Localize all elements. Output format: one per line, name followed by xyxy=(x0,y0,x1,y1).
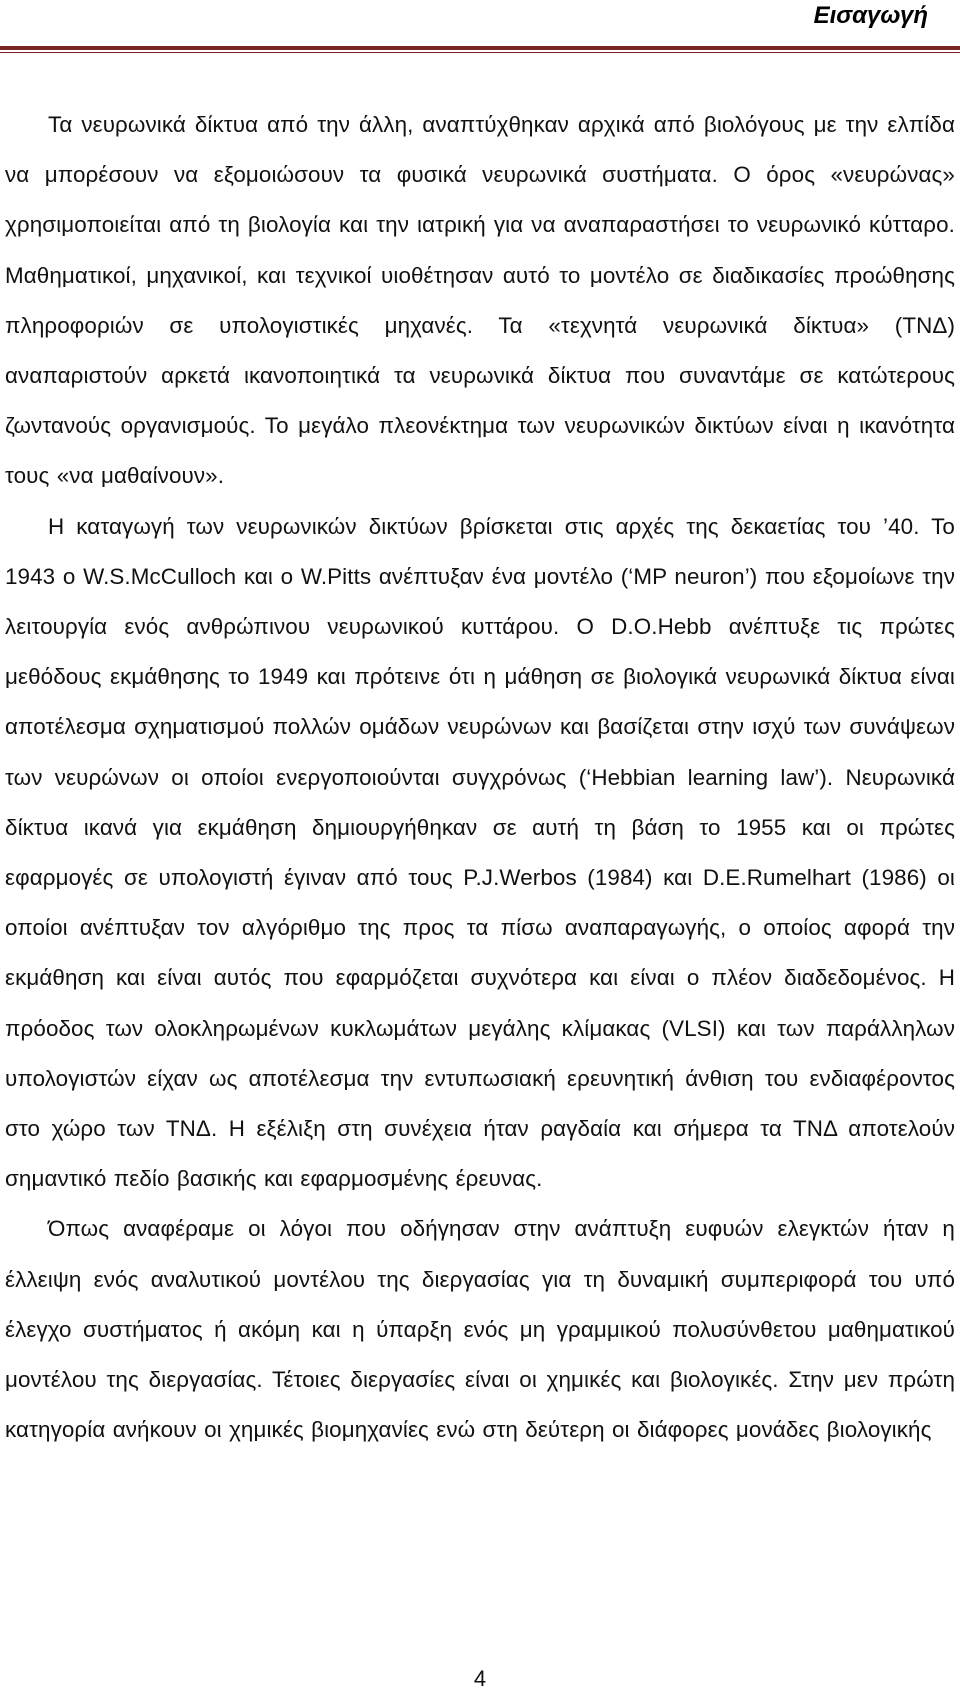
body-text xyxy=(5,100,955,1455)
header-rule-thin xyxy=(0,52,960,53)
header-rule xyxy=(0,46,960,50)
paragraph-neural-networks-intro: Τα νευρωνικά δίκτυα από την άλλη, αναπτύχθηκαν αρχικά από βιολόγους με την ελπίδα να μπορέσουν να εξομοιώσουν τα φυσικά νευρωνικά συστήματα. Ο όρος «νευρώνας» χρησιμοποιείται από τη βιολογία και την ιατρική για να αναπαραστήσει το νευρωνικό κύτταρο. Μαθηματικοί, μηχανικοί, και τεχνικοί υιοθέτησαν αυτό το μοντέλο σε διαδικασίες προώθησης πληροφοριών σε υπολογιστικές μηχανές. Τα «τεχνητά νευρωνικά δίκτυα» (ΤΝΔ) αναπαριστούν αρκετά ικανοποιητικά τα νευρωνικά δίκτυα που συναντάμε σε κατώτερους ζωντανούς οργανισμούς. Το μεγάλο πλεονέκτημα των νευρωνικών δικτύων είναι η ικανότητα τους «να μαθαίνουν». xyxy=(5,112,955,489)
chapter-title: Εισαγωγή xyxy=(813,2,928,29)
paragraph-intelligent-controllers: Όπως αναφέραμε οι λόγοι που οδήγησαν στην ανάπτυξη ευφυών ελεγκτών ήταν η έλλειψη ενός αναλυτικού μοντέλου της διεργασίας για τη δυναμική συμπεριφορά του υπό έλεγχο συστήματος ή ακόμη και η ύπαρξη ενός μη γραμμικού πολυσύνθετου μαθηματικού μοντέλου της διεργασίας. Τέτοιες διεργασίες είναι οι χημικές και βιολογικές. Στην μεν πρώτη κατηγορία ανήκουν οι χημικές βιομηχανίες ενώ στη δεύτερη οι διάφορες μονάδες βιολογικής xyxy=(5,1216,955,1443)
running-header xyxy=(0,0,960,52)
paragraph-history: Η καταγωγή των νευρωνικών δικτύων βρίσκεται στις αρχές της δεκαετίας του ’40. Το 1943 ο W.S.McCulloch και ο W.Pitts ανέπτυξαν ένα μοντέλο (‘MP neuron’) που εξομοίωνε την λειτουργία ενός ανθρώπινου νευρωνικού κυττάρου. Ο D.O.Hebb ανέπτυξε τις πρώτες μεθόδους εκμάθησης το 1949 και πρότεινε ότι η μάθηση σε βιολογικά νευρωνικά δίκτυα είναι αποτέλεσμα σχηματισμού πολλών ομάδων νευρώνων και βασίζεται στην ισχύ των συνάψεων των νευρώνων οι οποίοι ενεργοποιούνται συγχρόνως (‘Hebbian learning law’). Νευρωνικά δίκτυα ικανά για εκμάθηση δημιουργήθηκαν σε αυτή τη βάση το 1955 και οι πρώτες εφαρμογές σε υπολογιστή έγιναν από τους P.J.Werbos (1984) και D.E.Rumelhart (1986) οι οποίοι ανέπτυξαν τον αλγόριθμο της προς τα πίσω αναπαραγωγής, ο οποίος αφορά την εκμάθηση και είναι αυτός που εφαρμόζεται συχνότερα και είναι ο πλέον διαδεδομένος. Η πρόοδος των ολοκληρωμένων κυκλωμάτων μεγάλης κλίμακας (VLSI) και των παράλληλων υπολογιστών είχαν ως αποτέλεσμα την εντυπωσιακή ερευνητική άνθιση του ενδιαφέροντος στο χώρο των ΤΝΔ. Η εξέλιξη στη συνέχεια ήταν ραγδαία και σήμερα τα ΤΝΔ αποτελούν σημαντικό πεδίο βασικής και εφαρμοσμένης έρευνας. xyxy=(5,513,955,1192)
page-number: 4 xyxy=(473,1666,487,1691)
